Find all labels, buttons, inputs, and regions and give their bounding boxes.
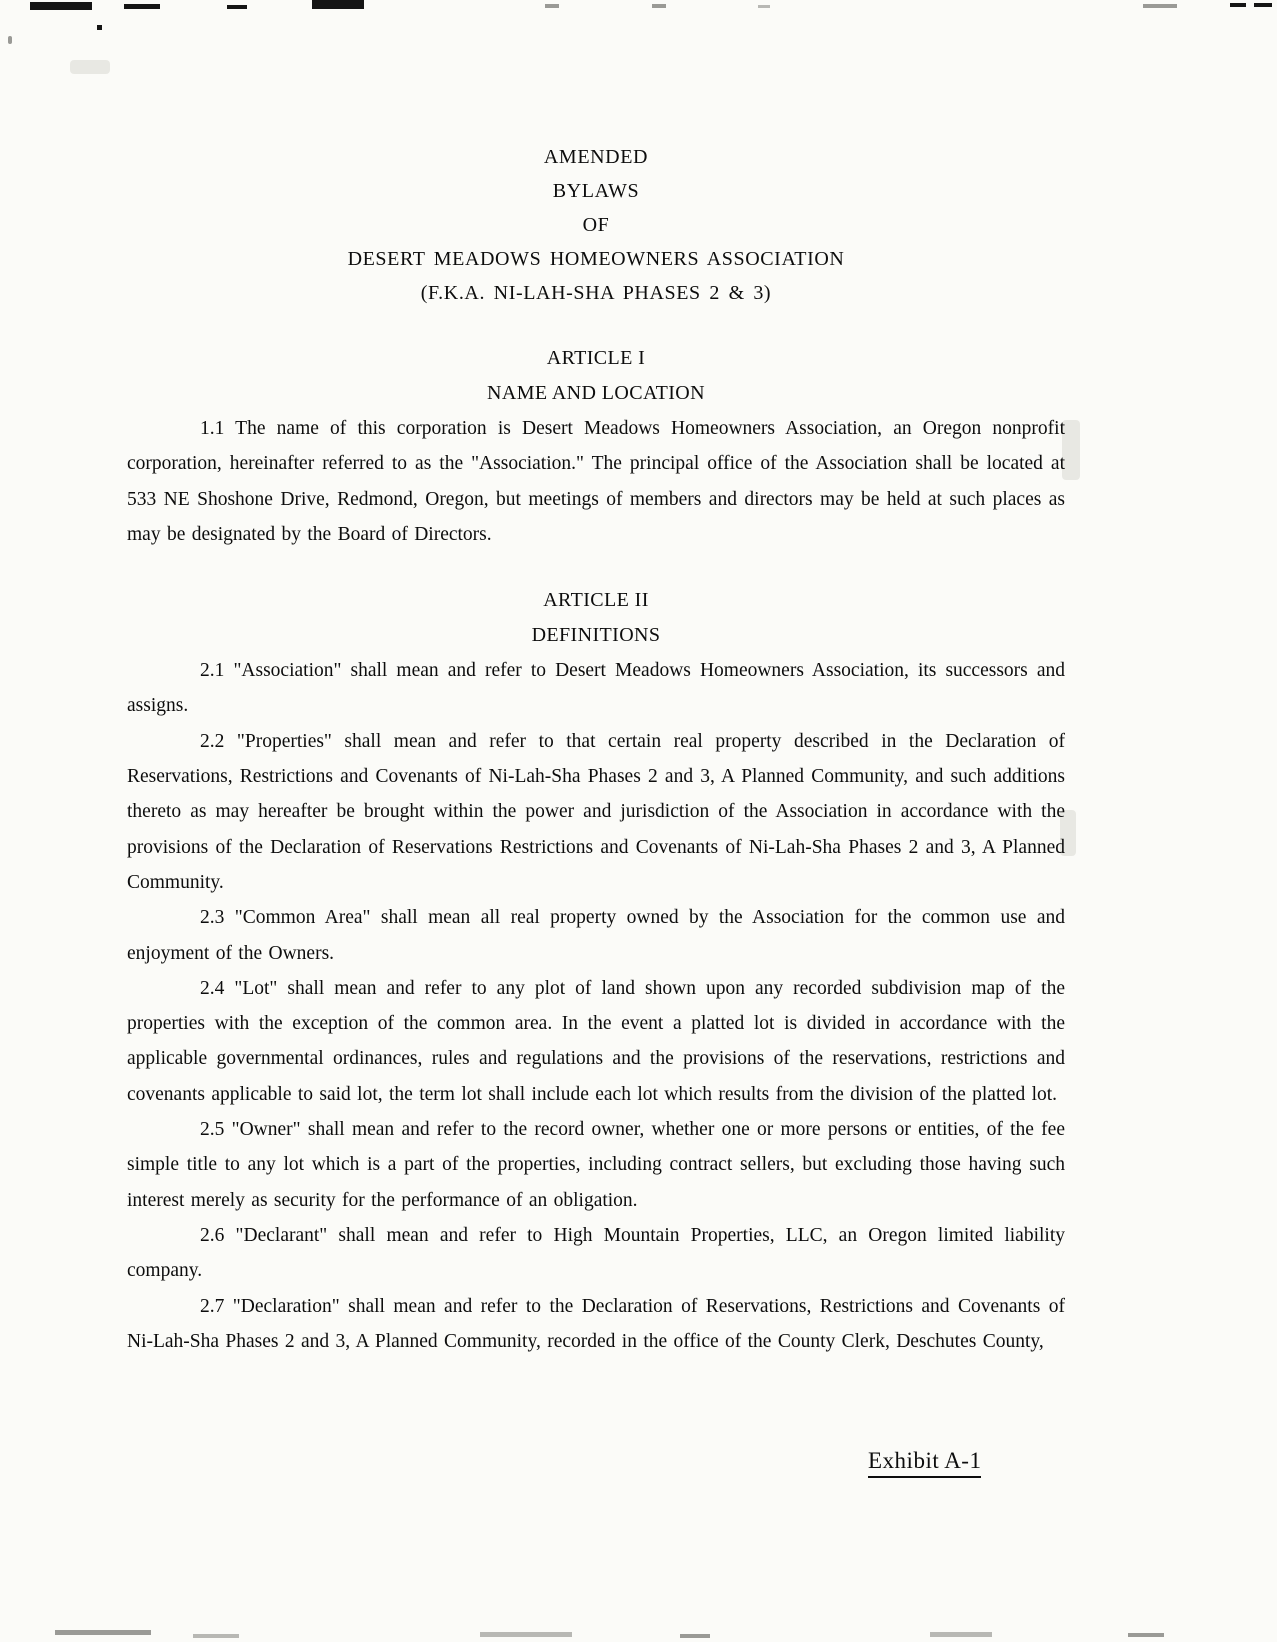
scan-artifact xyxy=(124,4,160,9)
scan-artifact xyxy=(30,2,92,10)
title-line: BYLAWS xyxy=(552,180,640,202)
scan-artifact xyxy=(1128,1633,1164,1637)
article-subheading: DEFINITIONS xyxy=(531,624,661,647)
scan-artifact xyxy=(8,36,12,44)
scan-artifact xyxy=(70,60,110,74)
scan-artifact xyxy=(193,1634,239,1638)
article-2 xyxy=(127,583,1065,1359)
article-subheading: NAME AND LOCATION xyxy=(487,382,705,404)
article-heading: ARTICLE II xyxy=(543,589,649,612)
paragraph: 1.1 The name of this corporation is Desert Meadows Homeowners Association, an Oregon nonprofit corporation, hereinafter referred to as the "Association." The principal office of the Association shall be located at 533 NE Shoshone Drive, Redmond, Oregon, but meetings of members and directors may be held at such places as may be designated by the Board of Directors. xyxy=(127,418,1065,545)
paragraph: 2.1 "Association" shall mean and refer to Desert Meadows Homeowners Association, its successors and assigns. xyxy=(127,660,1065,717)
scan-artifact xyxy=(1254,3,1272,7)
paragraph: 2.2 "Properties" shall mean and refer to that certain real property described in the Declaration of Reservations, Restrictions and Covenants of Ni-Lah-Sha Phases 2 and 3, A Planned Community, and such additions thereto as may hereafter be brought within the power and jurisdiction of the Association in accordance with the provisions of the Declaration of Reservations Restrictions and Covenants of Ni-Lah-Sha Phases 2 and 3, A Planned Community. xyxy=(127,730,1065,893)
scan-artifact xyxy=(227,5,247,9)
paragraph: 2.7 "Declaration" shall mean and refer to the Declaration of Reservations, Restrictions and Covenants of Ni-Lah-Sha Phases 2 and 3, A Planned Community, recorded in the office of the County Clerk, Deschutes County, xyxy=(127,1295,1065,1352)
scan-artifact xyxy=(97,25,102,30)
title-line: AMENDED xyxy=(543,146,649,168)
paragraph: 2.6 "Declarant" shall mean and refer to High Mountain Properties, LLC, an Oregon limited liability company. xyxy=(127,1224,1065,1282)
scan-artifact xyxy=(1143,4,1177,8)
exhibit-label: Exhibit A-1 xyxy=(868,1448,981,1478)
title-line: (F.K.A. NI-LAH-SHA PHASES 2 & 3) xyxy=(420,282,772,304)
scan-artifact xyxy=(55,1630,151,1635)
article-heading: ARTICLE I xyxy=(546,347,646,369)
scan-artifact xyxy=(758,5,770,8)
paragraph: 2.3 "Common Area" shall mean all real property owned by the Association for the common use and enjoyment of the Owners. xyxy=(127,907,1065,964)
scan-artifact xyxy=(652,4,666,8)
scan-artifact xyxy=(680,1634,710,1638)
paragraph: 2.4 "Lot" shall mean and refer to any plot of land shown upon any recorded subdivision map of the properties with the exception of the common area. In the event a platted lot is divided in accordance with the applicable governmental ordinances, rules and regulations and the provisions of the reservations, restrictions and covenants applicable to said lot, the term lot shall include each lot which results from the division of the platted lot. xyxy=(127,977,1065,1105)
title-line: OF xyxy=(582,214,610,236)
scan-artifact xyxy=(545,4,559,8)
paragraph: 2.5 "Owner" shall mean and refer to the record owner, whether one or more persons or entities, of the fee simple title to any lot which is a part of the properties, including contract sellers, but excluding those having such interest merely as security for the performance of an obligation. xyxy=(127,1119,1065,1211)
scan-artifact xyxy=(480,1632,572,1637)
scan-artifact xyxy=(1230,3,1246,7)
title-line: DESERT MEADOWS HOMEOWNERS ASSOCIATION xyxy=(347,248,845,270)
scan-artifact xyxy=(312,0,364,9)
document-title xyxy=(127,140,1065,310)
article-1 xyxy=(127,341,1065,552)
scan-artifact xyxy=(930,1632,992,1637)
page-body xyxy=(127,140,1065,1359)
